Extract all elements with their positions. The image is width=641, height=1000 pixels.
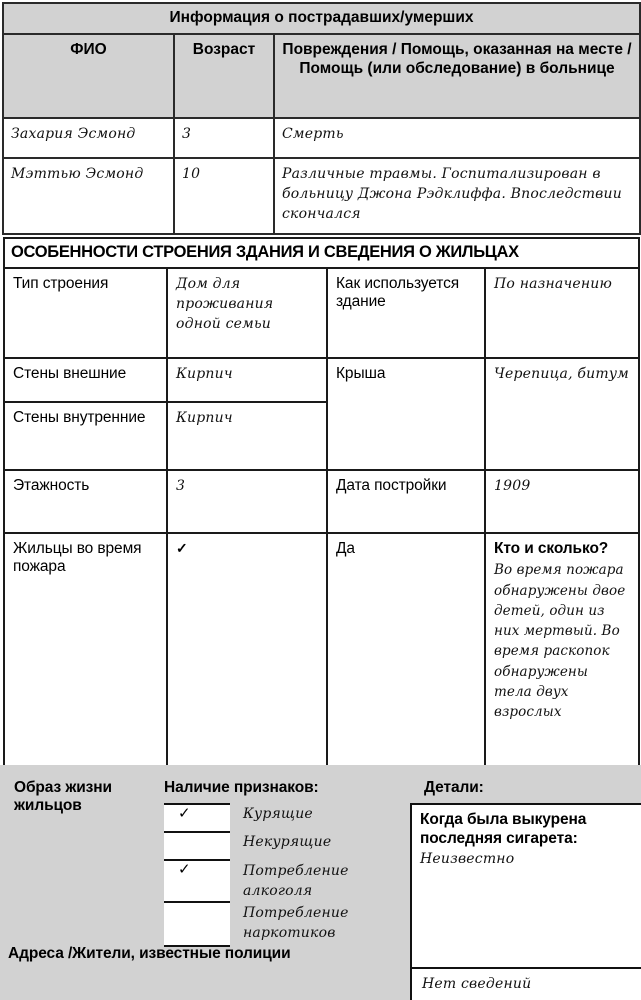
details-question: Когда была выкурена последняя сигарета: <box>420 811 587 847</box>
building-table-banner: ОСОБЕННОСТИ СТРОЕНИЯ ЗДАНИЯ И СВЕДЕНИЯ О ЖИЛЬЦАХ <box>4 238 639 268</box>
victims-table <box>2 2 641 235</box>
checkmark-icon: ✓ <box>178 805 191 822</box>
victim-age: 10 <box>174 158 274 234</box>
victims-header-row <box>3 34 640 118</box>
table-row <box>4 268 639 358</box>
table-row <box>3 158 640 234</box>
field-value-storeys: 3 <box>167 470 327 533</box>
table-row <box>4 533 639 787</box>
field-value-build-date: 1909 <box>485 470 639 533</box>
victim-name: Захария Эсмонд <box>3 118 174 158</box>
occupants-answer-text: Во время пожара обнаружены двое детей, один из них мертвый. Во время раскопок обнаружены тела двух взрослых <box>494 562 626 721</box>
details-panel <box>410 803 641 1000</box>
field-value-inner-walls: Кирпич <box>167 402 327 470</box>
field-label-build-date: Дата постройки <box>327 470 485 533</box>
field-value-occupants-checkmark <box>167 533 327 787</box>
lifestyle-label: Образ жизни жильцов <box>14 779 112 815</box>
field-value-roof: Черепица, битум <box>485 358 639 470</box>
lifestyle-section <box>0 765 641 1000</box>
table-row <box>3 118 640 158</box>
victim-injuries: Смерть <box>274 118 640 158</box>
field-value-occupants-details <box>485 533 639 787</box>
addresses-value: Нет сведений <box>422 976 532 992</box>
details-answer: Неизвестно <box>420 851 515 868</box>
checkmark-icon: ✓ <box>176 540 188 556</box>
signs-checkbox-group[interactable] <box>164 803 230 947</box>
victims-table-title: Информация о пострадавших/умерших <box>3 3 640 34</box>
checkbox-label-smokers: Курящие <box>243 806 313 822</box>
occupants-question-title: Кто и сколько? <box>494 540 609 557</box>
field-label-structure-type: Тип строения <box>4 268 167 358</box>
field-label-roof: Крыша <box>327 358 485 470</box>
column-header-injuries: Повреждения / Помощь, оказанная на месте / Помощь (или обследование) в больнице <box>274 34 640 118</box>
field-label-occupants-yes: Да <box>327 533 485 787</box>
building-table <box>3 237 640 788</box>
checkbox-nonsmokers[interactable] <box>164 833 230 861</box>
checkbox-smokers[interactable] <box>164 805 230 833</box>
field-label-storeys: Этажность <box>4 470 167 533</box>
column-header-name: ФИО <box>3 34 174 118</box>
column-header-age: Возраст <box>174 34 274 118</box>
checkbox-label-nonsmokers: Некурящие <box>243 834 332 850</box>
details-divider <box>412 967 641 969</box>
checkbox-drugs[interactable] <box>164 903 230 945</box>
field-value-building-use: По назначению <box>485 268 639 358</box>
victim-name: Мэттью Эсмонд <box>3 158 174 234</box>
field-label-building-use: Как используется здание <box>327 268 485 358</box>
victim-injuries: Различные травмы. Госпитализирован в больницу Джона Рэдклиффа. Впоследствии скончался <box>274 158 640 234</box>
checkbox-label-drugs: Потребление наркотиков <box>243 905 349 942</box>
field-label-inner-walls: Стены внутренние <box>4 402 167 470</box>
table-row <box>4 470 639 533</box>
details-label: Детали: <box>424 779 484 796</box>
checkmark-icon: ✓ <box>178 861 191 878</box>
field-label-outer-walls: Стены внешние <box>4 358 167 402</box>
field-value-outer-walls: Кирпич <box>167 358 327 402</box>
signs-present-label: Наличие признаков: <box>164 779 319 796</box>
victims-title-row <box>3 3 640 34</box>
building-banner-row <box>4 238 639 268</box>
victim-age: 3 <box>174 118 274 158</box>
checkbox-alcohol[interactable] <box>164 861 230 903</box>
table-row <box>4 358 639 402</box>
checkbox-label-alcohol: Потребление алкоголя <box>243 863 349 900</box>
addresses-known-to-police-label: Адреса /Жители, известные полиции <box>8 945 291 962</box>
field-value-structure-type: Дом для проживания одной семьи <box>167 268 327 358</box>
field-label-occupants-during-fire: Жильцы во время пожара <box>4 533 167 787</box>
